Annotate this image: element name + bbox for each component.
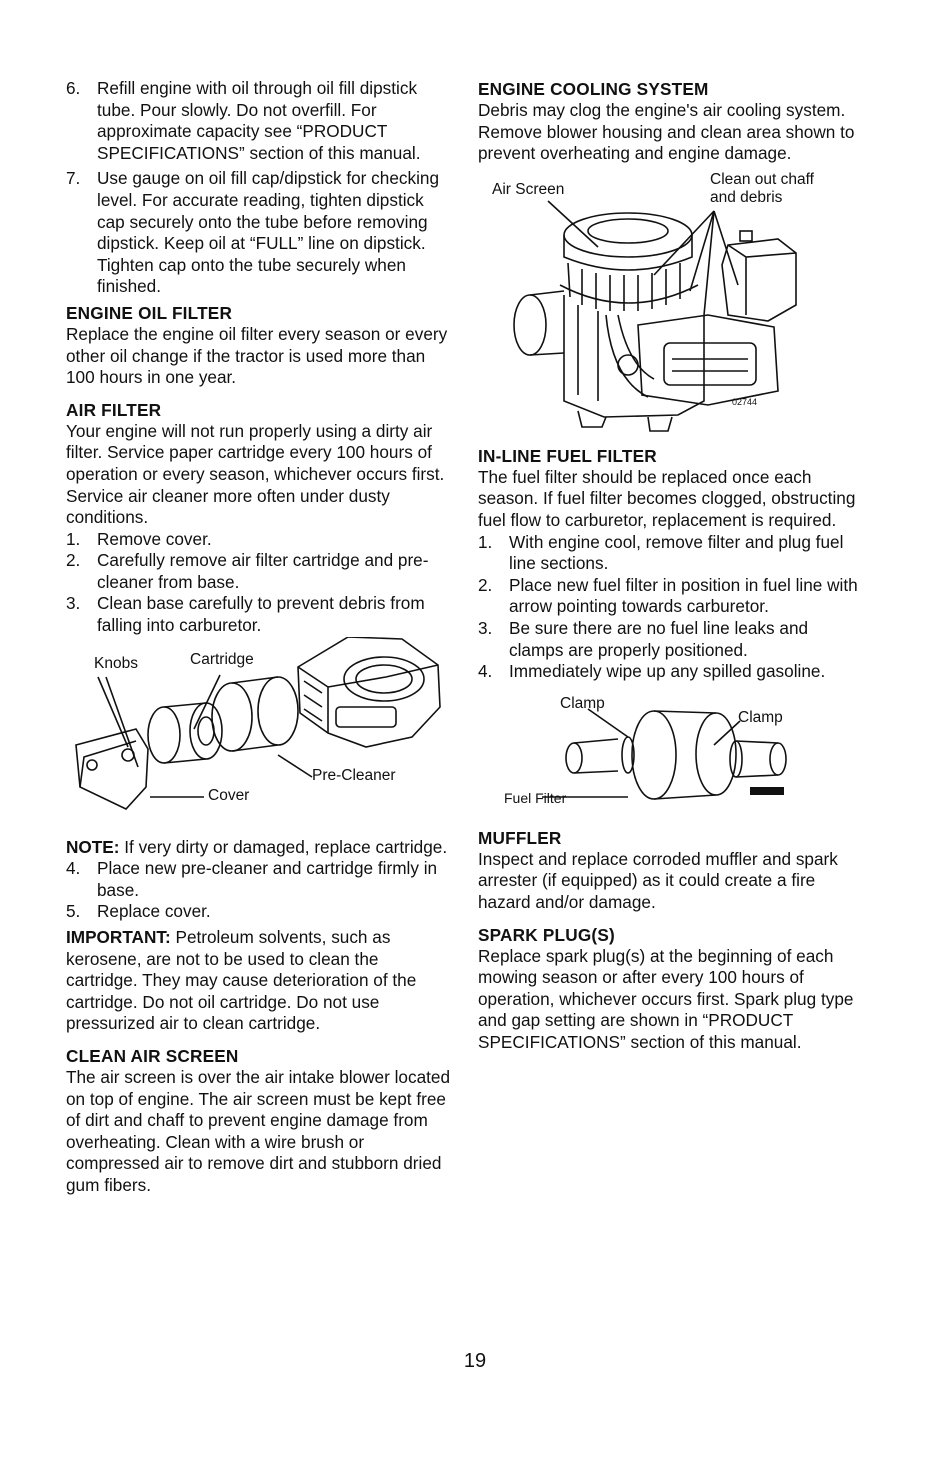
list-item xyxy=(66,168,452,298)
item-number: 3. xyxy=(66,593,81,614)
label-cover: Cover xyxy=(208,786,250,804)
item-text: Place new fuel filter in position in fuel line with arrow pointing towards carburetor. xyxy=(509,574,858,617)
label-chaff-line1: Clean out chaff xyxy=(710,170,814,188)
label-pre-cleaner: Pre-Cleaner xyxy=(312,766,396,784)
item-text: Clean base carefully to prevent debris from falling into carburetor. xyxy=(97,593,425,636)
label-chaff-line2: and debris xyxy=(710,188,783,206)
item-number: 5. xyxy=(66,901,81,922)
important-lead: IMPORTANT: xyxy=(66,927,171,948)
spark-text: Replace spark plug(s) at the beginning of each mowing season or after every 100 hours of operation, whichever occurs first. Spark plug type and gap setting are shown in “PRODUCT SPECIFICATIONS” section of this manual. xyxy=(478,945,854,1052)
important-text: Petroleum solvents, such as kerosene, are not to be used to clean the cartridge. They may cause deterioration of the cartridge. Do not oil cartridge. Do not use pressurized air to clean cartridge. xyxy=(66,927,417,1034)
air-filter-figure xyxy=(66,637,452,837)
item-text: Remove cover. xyxy=(97,528,212,549)
air-filter-p1: Your engine will not run properly using a dirty air filter. Service paper cartridge every 100 hours of operation or every season, whichever occurs first. xyxy=(66,420,445,484)
label-air-screen: Air Screen xyxy=(492,180,565,198)
label-clamp-left: Clamp xyxy=(560,694,605,712)
fuel-filter-text: The fuel filter should be replaced once each season. If fuel filter becomes clogged, obstructing fuel flow to carburetor, replacement is required. xyxy=(478,466,856,530)
list-item xyxy=(66,529,452,551)
item-text: Immediately wipe up any spilled gasoline. xyxy=(509,661,826,682)
item-number: 7. xyxy=(66,168,81,189)
item-text: Use gauge on oil fill cap/dipstick for checking level. For accurate reading, tighten dipstick cap securely onto the tube before removing dipstick. Keep oil at “FULL” line on dipstick. Tighten cap onto the tube securely when finished. xyxy=(97,168,440,297)
list-item xyxy=(478,661,864,683)
item-number: 1. xyxy=(478,531,493,552)
item-number: 2. xyxy=(66,550,81,571)
note-paragraph xyxy=(66,837,452,859)
heading-spark-plugs: SPARK PLUG(S) xyxy=(478,924,615,945)
note-lead: NOTE: xyxy=(66,836,120,857)
list-item xyxy=(478,532,864,575)
heading-in-line-fuel-filter: IN-LINE FUEL FILTER xyxy=(478,445,657,466)
right-column xyxy=(478,78,864,1053)
item-number: 3. xyxy=(478,617,493,638)
left-column xyxy=(66,78,452,1197)
fuel-filter-figure xyxy=(478,683,864,817)
list-item xyxy=(66,901,452,923)
engine-figure xyxy=(478,165,864,435)
label-clean-out-chaff xyxy=(710,171,814,207)
item-number: 6. xyxy=(66,78,81,98)
label-fuel-filter: Fuel Filter xyxy=(504,789,567,806)
heading-engine-oil-filter: ENGINE OIL FILTER xyxy=(66,302,233,323)
item-number: 4. xyxy=(66,858,81,879)
note-text: If very dirty or damaged, replace cartridge. xyxy=(119,836,448,857)
list-item xyxy=(66,78,452,164)
item-text: Refill engine with oil through oil fill dipstick tube. Pour slowly. Do not overfill. For approximate capacity see “PRODUCT SPECIFICATIONS” section of this manual. xyxy=(97,78,421,163)
label-cartridge: Cartridge xyxy=(190,650,254,668)
item-text: With engine cool, remove filter and plug fuel line sections. xyxy=(509,531,844,574)
list-item xyxy=(66,858,452,901)
air-screen-text: The air screen is over the air intake blower located on top of engine. The air screen must be kept free of dirt and chaff to prevent engine damage from overheating. Clean with a wire brush or compressed air to remove dirt and stubborn dried gum fibers. xyxy=(66,1067,451,1195)
item-text: Carefully remove air filter cartridge and pre-cleaner from base. xyxy=(97,550,429,592)
label-clamp-right: Clamp xyxy=(738,708,783,726)
item-text: Be sure there are no fuel line leaks and clamps are properly positioned. xyxy=(509,617,809,660)
item-text: Place new pre-cleaner and cartridge firmly in base. xyxy=(97,858,438,900)
item-number: 4. xyxy=(478,661,493,682)
item-text: Replace cover. xyxy=(97,901,211,922)
figure-code: 02744 xyxy=(732,396,758,407)
list-item xyxy=(478,575,864,618)
important-paragraph xyxy=(66,927,452,1035)
heading-muffler: MUFFLER xyxy=(478,827,562,848)
item-number: 1. xyxy=(66,528,81,549)
page-number: 19 xyxy=(463,1350,487,1372)
label-knobs: Knobs xyxy=(94,654,138,672)
list-item xyxy=(66,550,452,593)
list-item xyxy=(478,618,864,661)
muffler-text: Inspect and replace corroded muffler and spark arrester (if equipped) as it could create a fire hazard and/or damage. xyxy=(478,848,838,912)
heading-clean-air-screen: CLEAN AIR SCREEN xyxy=(66,1046,239,1066)
heading-engine-cooling: ENGINE COOLING SYSTEM xyxy=(478,79,709,99)
cooling-text: Debris may clog the engine's air cooling system. Remove blower housing and clean area shown to prevent overheating and engine damage. xyxy=(478,100,855,164)
air-filter-p2: Service air cleaner more often under dusty conditions. xyxy=(66,485,390,528)
oil-filter-text: Replace the engine oil filter every season or every other oil change if the tractor is used more than 100 hours in one year. xyxy=(66,323,448,388)
item-number: 2. xyxy=(478,574,493,595)
list-item xyxy=(66,593,452,636)
heading-air-filter: AIR FILTER xyxy=(66,399,162,420)
